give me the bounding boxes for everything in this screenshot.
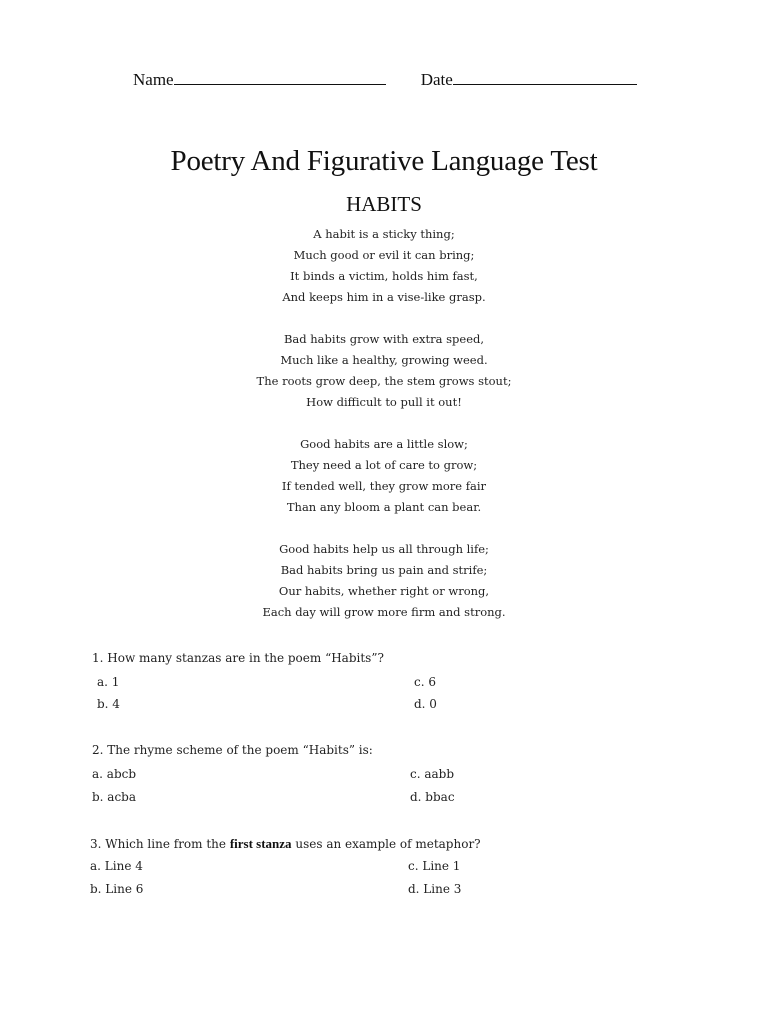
poem-line: The roots grow deep, the stem grows stout; xyxy=(256,374,512,388)
question-2-option-c[interactable]: c. aabb xyxy=(410,767,455,781)
question-3-option-c[interactable]: c. Line 1 xyxy=(408,859,461,873)
question-3-option-b[interactable]: b. Line 6 xyxy=(90,882,144,896)
poem-line: Good habits help us all through life; xyxy=(279,542,489,556)
poem-line: It binds a victim, holds him fast, xyxy=(290,269,478,283)
question-1-option-b[interactable]: b. 4 xyxy=(97,697,120,711)
question-2-option-d[interactable]: d. bbac xyxy=(410,790,455,804)
poem-line: Each day will grow more firm and strong. xyxy=(262,605,506,619)
question-2-option-a[interactable]: a. abcb xyxy=(92,767,137,781)
poem-line: How difficult to pull it out! xyxy=(306,395,462,409)
poem-line: Bad habits grow with extra speed, xyxy=(283,332,485,346)
question-3-option-d[interactable]: d. Line 3 xyxy=(408,882,462,896)
question-3 xyxy=(90,836,481,852)
question-1-option-d[interactable]: d. 0 xyxy=(414,697,437,711)
name-label: Name xyxy=(133,70,174,89)
poem-line: If tended well, they grow more fair xyxy=(281,479,487,493)
poem-line: Much like a healthy, growing weed. xyxy=(280,353,488,367)
page-title: Poetry And Figurative Language Test xyxy=(170,145,598,177)
question-2-option-b[interactable]: b. acba xyxy=(92,790,137,804)
question-2: 2. The rhyme scheme of the poem “Habits” is: xyxy=(92,743,373,757)
date-label: Date xyxy=(420,70,453,89)
question-1-option-c[interactable]: c. 6 xyxy=(414,675,436,689)
poem-line: Bad habits bring us pain and strife; xyxy=(280,563,488,577)
poem-line: And keeps him in a vise-like grasp. xyxy=(282,290,486,304)
question-3-text-before: 3. Which line from the xyxy=(90,837,230,851)
question-3-bold-phrase: first stanza xyxy=(229,836,292,851)
poem-line: Good habits are a little slow; xyxy=(300,437,468,451)
poem-line: Much good or evil it can bring; xyxy=(293,248,475,262)
poem-title: HABITS xyxy=(346,192,422,216)
poem-line: Than any bloom a plant can bear. xyxy=(286,500,482,514)
poem-line: A habit is a sticky thing; xyxy=(313,227,455,241)
question-1: 1. How many stanzas are in the poem “Habits”? xyxy=(92,651,384,665)
poem-line: They need a lot of care to grow; xyxy=(290,458,478,472)
poem-line: Our habits, whether right or wrong, xyxy=(278,584,490,598)
question-1-option-a[interactable]: a. 1 xyxy=(97,675,120,689)
question-3-option-a[interactable]: a. Line 4 xyxy=(90,859,143,873)
question-3-text-after: uses an example of metaphor? xyxy=(291,837,481,851)
